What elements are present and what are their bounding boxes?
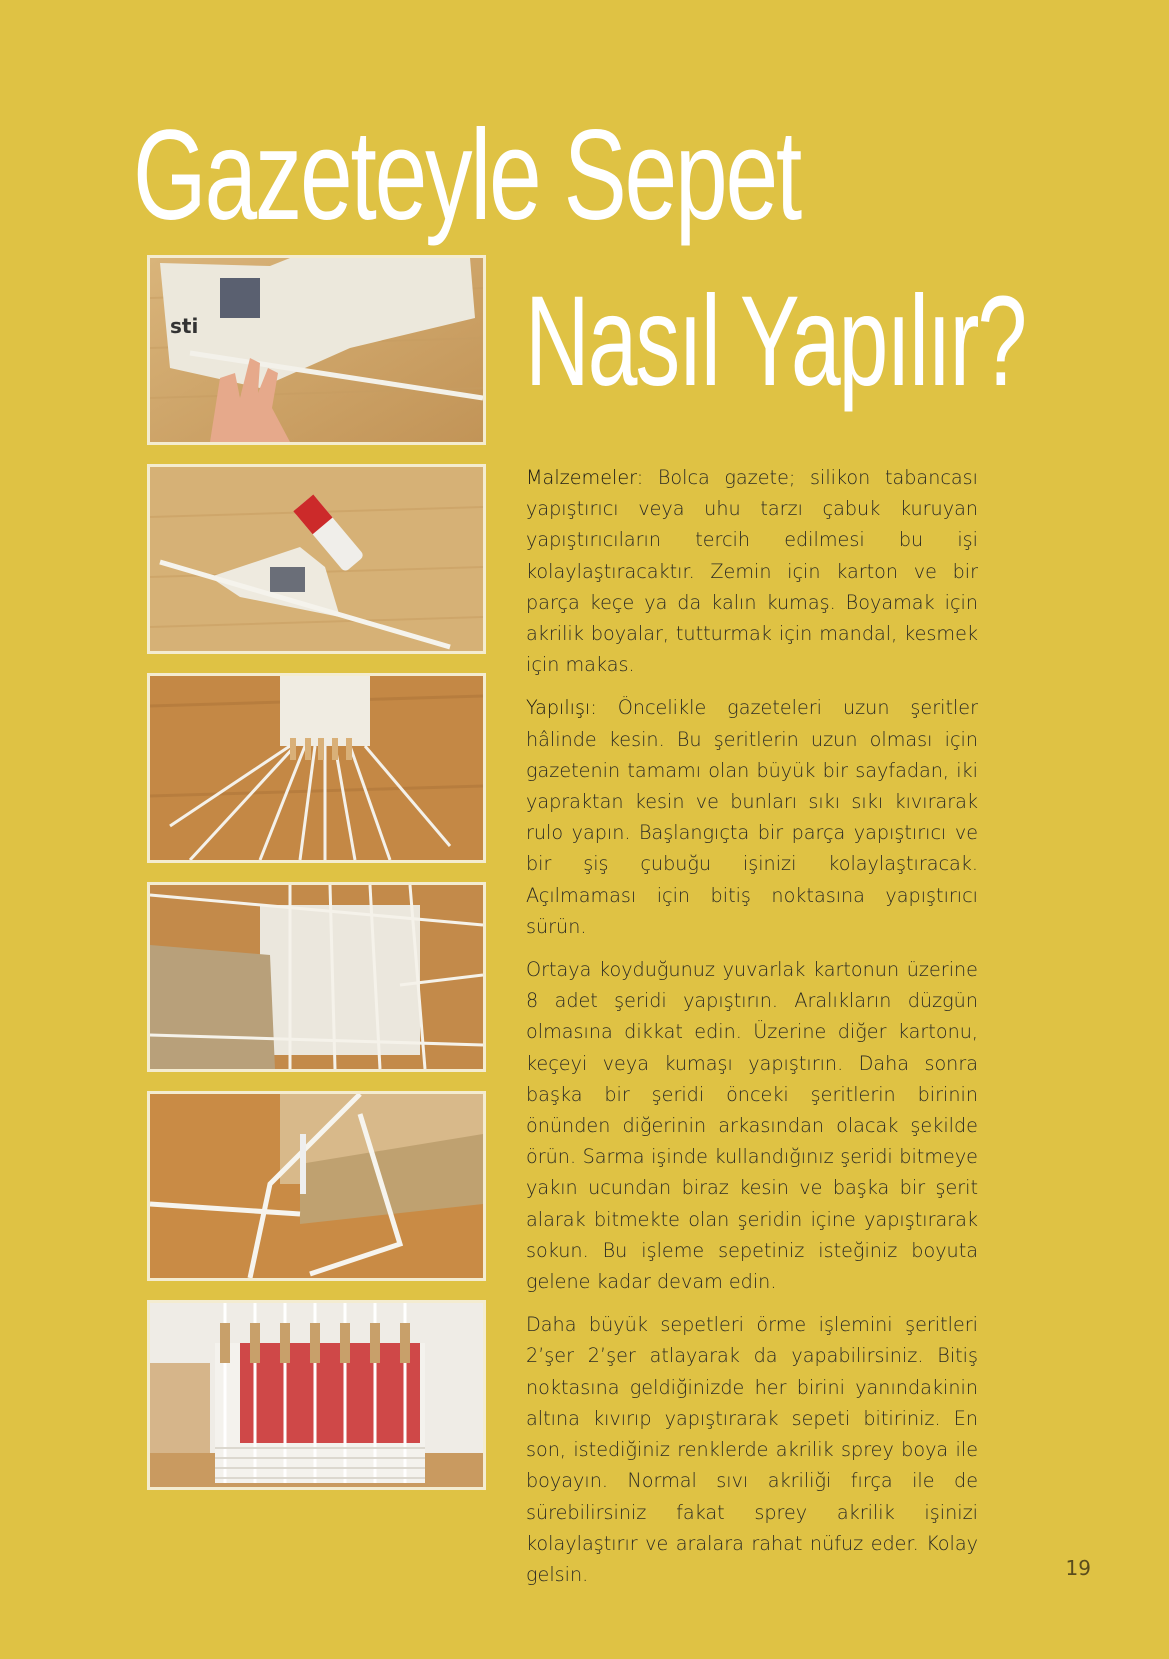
- glue-stick-photo-icon: [147, 464, 486, 654]
- materials-label: Malzemeler:: [526, 466, 644, 489]
- finished-basket-photo-icon: [147, 1300, 486, 1490]
- weaving-corner-photo-icon: [147, 1091, 486, 1281]
- title-line-1: Gazeteyle Sepet: [133, 104, 801, 247]
- method-text: Öncelikle gazeteleri uzun şeritler hâlinde kesin. Bu şeritlerin uzun olması için gazetenin tamamı olan büyük bir sayfadan, iki yapraktan kesin ve bunları sıkı sıkı kıvırarak rulo yapın. Başlangıçta bir parça yapıştırıcı ve bir şiş çubuğu işinizi kolaylaştıracak. Açılmaması için bitiş noktasına yapıştırıcı sürün.: [526, 696, 978, 938]
- materials-text: Bolca gazete; silikon tabancası yapıştırıcı veya uhu tarzı çabuk kuruyan yapıştırıcıların tercih edilmesi bu işi kolaylaştıracaktır. Zemin için karton ve bir parça keçe ya da kalın kumaş. Boyamak için akrilik boyalar, tutturmak için mandal, kesmek için makas.: [526, 466, 978, 677]
- photo-column: [147, 255, 486, 1509]
- method-paragraph: [526, 692, 978, 942]
- materials-paragraph: [526, 462, 978, 680]
- weaving-paragraph: Ortaya koyduğunuz yuvarlak kartonun üzerine 8 adet şeridi yapıştırın. Aralıkların düzgün olmasına dikkat edin. Üzerine diğer kartonu, keçeyi veya kumaşı yapıştırın. Daha sonra başka bir şeridi önceki şeritlerin birinin önünden diğerinin arkasından olacak şekilde örün. Sarma işinde kullandığınız şeridi bitmeye yakın ucundan biraz kesin ve başka bir şerit alarak bitmekte olan şeridin içine yapıştırarak sokun. Bu işleme sepetiniz isteğiniz boyuta gelene kadar devam edin.: [526, 958, 978, 1294]
- page-number: 19: [1065, 1556, 1091, 1580]
- method-label: Yapılışı:: [526, 696, 597, 720]
- svg-text:sti: sti: [170, 314, 199, 338]
- finishing-paragraph: Daha büyük sepetleri örme işlemini şeritleri 2’şer 2’şer atlayarak da yapabilirsiniz. Bitiş noktasına geldiğinizde her birini yanındakinin altına kıvırıp yapıştırarak sepeti bitiriniz. En son, istediğiniz renklerde akrilik sprey boya ile boyayın. Normal sıvı akriliği fırça ile de sürebilirsiniz fakat sprey akrilik işinizi kolaylaştırır ve aralara rahat nüfuz eder. Kolay gelsin.: [526, 1313, 978, 1586]
- article-body: [526, 462, 978, 1602]
- cardboard-base-photo-icon: [147, 882, 486, 1072]
- clothespins-strips-photo-icon: [147, 673, 486, 863]
- newspaper-rolling-photo-icon: [147, 255, 486, 445]
- title-line-2: Nasıl Yapılır?: [525, 270, 1026, 413]
